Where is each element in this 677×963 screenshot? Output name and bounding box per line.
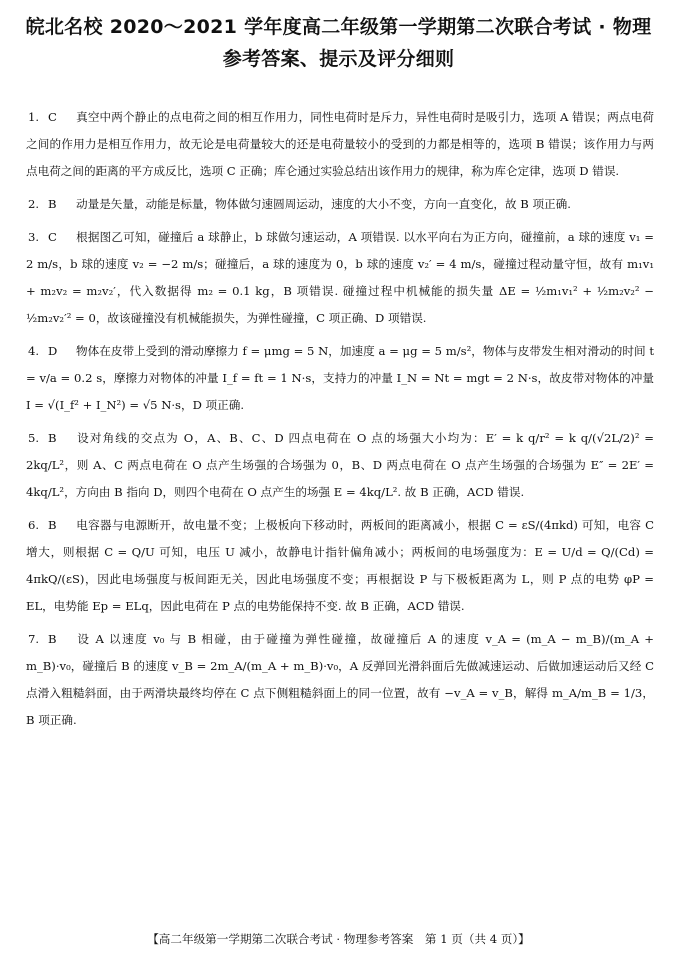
- page-subtitle: 参考答案、提示及评分细则: [222, 48, 455, 70]
- answer-explanation: 根据图乙可知，碰撞后 a 球静止，b 球做匀速运动，A 项错误. 以水平向右为正方向，碰撞前，a 球的速度 v₁ = 2 m/s，b 球的速度 v₂ = −2 m/s；碰撞后，a 球的速度为 0，b 球的速度 v₂′ = 4 m/s，碰撞过程动量守恒，故有 m₁v₁ + m₂v₂ = m₂v₂′，代入数据得 m₂ = 0.1 kg，B 项错误. 碰撞过程中机械能的损失量 ΔE = ½m₁v₁² + ½m₂v₂² − ½m₂v₂′² = 0，故该碰撞没有机械能损失，为弹性碰撞，C 项正确、D 项错误.: [26, 230, 654, 325]
- answer-key: D: [48, 344, 58, 358]
- page-footer: 【高二年级第一学期第二次联合考试 · 物理参考答案 第 1 页（共 4 页）】: [147, 932, 530, 946]
- question-number: 6.: [28, 518, 40, 532]
- answer-explanation: 真空中两个静止的点电荷之间的相互作用力，同性电荷时是斥力，异性电荷时是吸引力，选项 A 错误；两点电荷之间的作用力是相互作用力，故无论是电荷量较大的还是电荷量较小的受到的力都是相等的，选项 B 错误；该作用力与两点电荷之间的距离的平方成反比，选项 C 正确；库仑通过实验总结出该作用力的规律，称为库仑定律，选项 D 错误.: [26, 110, 654, 178]
- answer-explanation: 电容器与电源断开，故电量不变；上极板向下移动时，两板间的距离减小，根据 C = εS/(4πkd) 可知，电容 C 增大，则根据 C = Q/U 可知，电压 U 减小，故静电计指针偏角减小；两板间的电场强度为：E = U/d = Q/(Cd) = 4πkQ/(εS)，因此电场强度与板间距无关，因此电场强度不变；再根据设 P 与下极板距离为 L，则 P 点的电势 φP = EL，电势能 Ep = ELq，因此电荷在 P 点的电势能保持不变. 故 B 正确，ACD 错误.: [26, 518, 654, 613]
- answer-item: [26, 512, 654, 620]
- answer-item: [26, 191, 654, 218]
- page-title: 皖北名校 2020～2021 学年度高二年级第一学期第二次联合考试 · 物理: [25, 16, 652, 38]
- answer-key: C: [48, 230, 57, 244]
- answer-key: C: [48, 110, 57, 124]
- answer-explanation: 设 A 以速度 v₀ 与 B 相碰，由于碰撞为弹性碰撞，故碰撞后 A 的速度 v_A = (m_A − m_B)/(m_A + m_B)·v₀，碰撞后 B 的速度 v_B = 2m_A/(m_A + m_B)·v₀，A 反弹回光滑斜面后先做减速运动、后做加速运动后又经 C 点滑入粗糙斜面，由于两滑块最终均停在 C 点下侧粗糙斜面上的同一位置，故有 −v_A = v_B，解得 m_A/m_B = 1/3，B 项正确.: [26, 632, 654, 727]
- answer-item: [26, 425, 654, 506]
- answer-key: B: [48, 632, 57, 646]
- answer-item: [26, 224, 654, 332]
- question-number: 5.: [28, 431, 40, 445]
- question-number: 4.: [28, 344, 40, 358]
- answer-item: [26, 104, 654, 185]
- answer-explanation: 设对角线的交点为 O，A、B、C、D 四点电荷在 O 点的场强大小均为：E′ = k q/r² = k q/(√2L/2)² = 2kq/L²，则 A、C 两点电荷在 O 点产生场强的合场强为 0，B、D 两点电荷在 O 点产生场强的合场强为 E″ = 2E′ = 4kq/L²，方向由 B 指向 D，则四个电荷在 O 点产生的场强 E = 4kq/L². 故 B 正确，ACD 错误.: [26, 431, 654, 499]
- answer-key: B: [48, 197, 57, 211]
- answer-item: [26, 338, 654, 419]
- answer-key: B: [48, 518, 57, 532]
- question-number: 7.: [28, 632, 40, 646]
- answer-list: [26, 104, 654, 734]
- question-number: 1.: [28, 110, 40, 124]
- answer-item: [26, 626, 654, 734]
- answer-explanation: 物体在皮带上受到的滑动摩擦力 f = μmg = 5 N，加速度 a = μg = 5 m/s²，物体与皮带发生相对滑动的时间 t = v/a = 0.2 s，摩擦力对物体的冲量 I_f = ft = 1 N·s，支持力的冲量 I_N = Nt = mgt = 2 N·s，故皮带对物体的冲量 I = √(I_f² + I_N²) = √5 N·s，D 项正确.: [26, 344, 654, 412]
- answer-explanation: 动量是矢量，动能是标量，物体做匀速圆周运动，速度的大小不变，方向一直变化，故 B 项正确.: [76, 197, 571, 211]
- question-number: 3.: [28, 230, 40, 244]
- answer-key: B: [48, 431, 57, 445]
- question-number: 2.: [28, 197, 40, 211]
